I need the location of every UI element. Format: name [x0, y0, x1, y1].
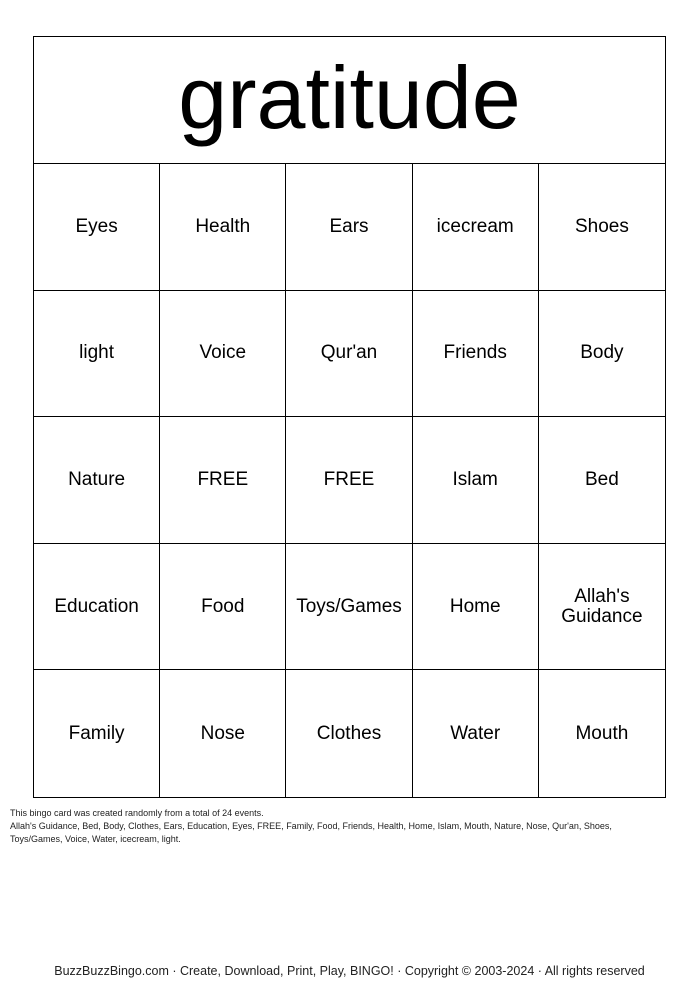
bingo-cell-free: FREE [286, 417, 412, 544]
bingo-cell: Toys/Games [286, 544, 412, 671]
bingo-cell: Nose [160, 670, 286, 797]
bingo-cell: Home [413, 544, 539, 671]
bingo-card [33, 36, 666, 798]
bingo-cell: Nature [34, 417, 160, 544]
bingo-cell: Education [34, 544, 160, 671]
bingo-cell: Mouth [575, 722, 629, 744]
bingo-cell: Ears [286, 164, 412, 291]
bingo-cell: Islam [413, 417, 539, 544]
bingo-cell: Qur'an [286, 291, 412, 418]
footer: BuzzBuzzBingo.com · Create, Download, Print, Play, BINGO! · Copyright © 2003-2024 · All rights reserved [54, 964, 645, 978]
bingo-cell: Bed [539, 417, 665, 544]
bingo-cell: Friends [413, 291, 539, 418]
bingo-grid [34, 164, 665, 797]
created-note: This bingo card was created randomly from a total of 24 events. [10, 808, 264, 818]
bingo-cell: Health [160, 164, 286, 291]
bingo-cell-free: FREE [160, 417, 286, 544]
bingo-cell: Voice [160, 291, 286, 418]
bingo-cell: light [34, 291, 160, 418]
events-list: Allah's Guidance, Bed, Body, Clothes, Ears, Education, Eyes, FREE, Family, Food, Friends, Health, Home, Islam, Mouth, Nature, Nose, Qur'an, Shoes, Toys/Games, Voice, Water, icecream, light. [10, 821, 612, 844]
card-title: gratitude [34, 37, 665, 164]
bingo-cell: Water [413, 670, 539, 797]
bingo-cell: icecream [413, 164, 539, 291]
bingo-cell: Clothes [286, 670, 412, 797]
card-notes [10, 807, 660, 846]
bingo-cell: Food [160, 544, 286, 671]
bingo-cell: Body [539, 291, 665, 418]
bingo-cell: Eyes [34, 164, 160, 291]
bingo-cell: Family [34, 670, 160, 797]
bingo-cell: Allah's Guidance [539, 544, 665, 671]
bingo-cell: Shoes [539, 164, 665, 291]
